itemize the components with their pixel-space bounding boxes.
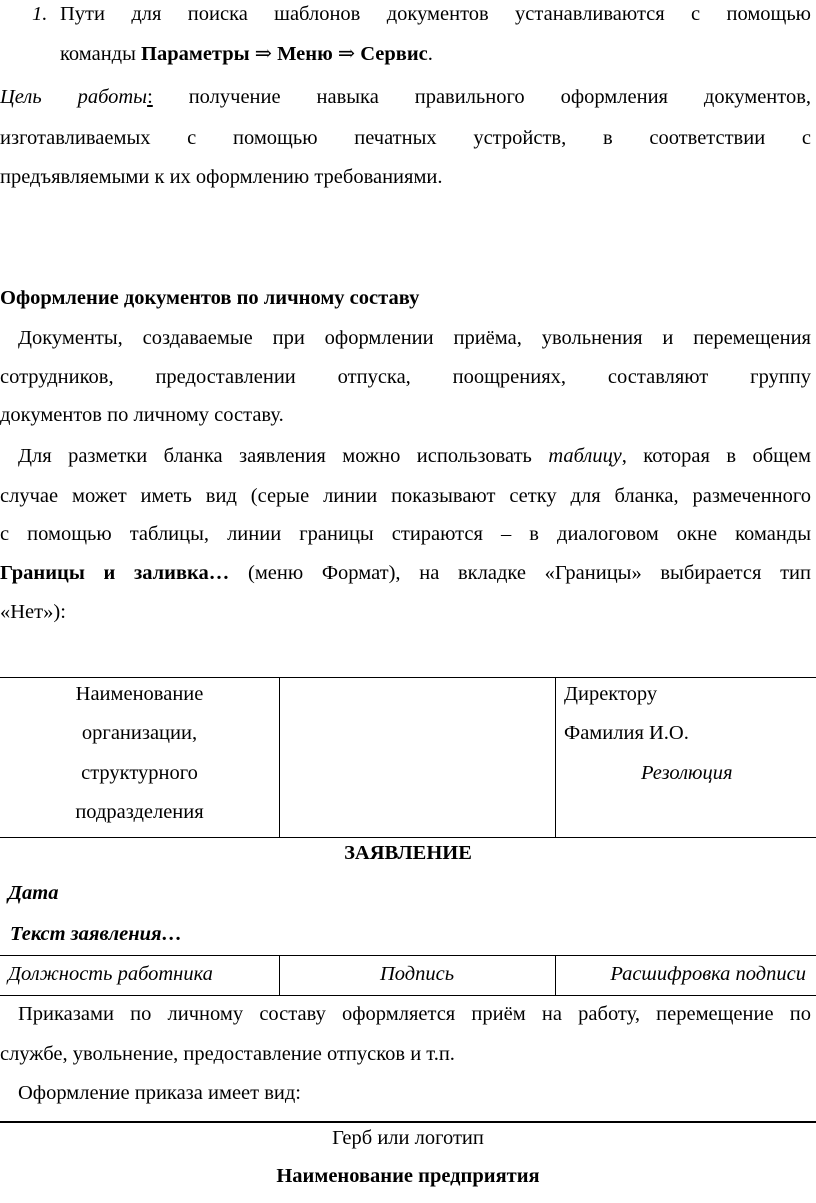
section-p2-italic: таблицу	[548, 445, 622, 467]
goal-text-line1: получение навыка правильного оформления документов,	[152, 86, 812, 108]
menu-menu: Меню	[277, 43, 333, 65]
section-p2-line2: случае может иметь вид (серые линии показывают сетку для бланка, размеченного	[0, 485, 811, 507]
org-line-4: подразделения	[75, 801, 204, 823]
section-p1-line3: документов по личному составу.	[0, 404, 284, 426]
org-line-1: Наименование	[75, 683, 204, 705]
menu-service: Сервис	[360, 43, 428, 65]
addressee-director: Директору	[564, 683, 658, 705]
sign-signature: Подпись	[379, 963, 455, 985]
goal-line3: предъявляемыми к их оформлению требованиями.	[0, 166, 443, 188]
form-top-border	[0, 677, 816, 678]
section-p1-line1: Документы, создаваемые при оформлении приёма, увольнения и перемещения	[18, 327, 811, 349]
org-line-2: организации,	[81, 722, 198, 744]
form-text: Текст заявления…	[10, 923, 183, 945]
goal-colon: :	[147, 86, 153, 108]
form-title: ЗАЯВЛЕНИЕ	[344, 842, 472, 864]
section-heading: Оформление документов по личному составу	[0, 287, 420, 309]
section-p2-line5: «Нет»):	[0, 601, 66, 623]
item1-text-line1: Пути для поиска шаблонов документов устанавливаются с помощью	[60, 3, 811, 25]
section-p2-line1-a: Для разметки бланка заявления можно использовать	[18, 445, 549, 467]
after-p-line2: службе, увольнение, предоставление отпусков и т.п.	[0, 1043, 455, 1065]
borders-command: Границы и заливка…	[0, 562, 230, 584]
sign-transcript: Расшифровка подписи	[610, 963, 806, 985]
goal-line2: изготавливаемых с помощью печатных устройств, в соответствии с	[0, 127, 811, 149]
arrow-icon: ⇒	[337, 43, 356, 65]
org-line-3: структурного	[81, 762, 198, 784]
form-header-bottom-border	[0, 837, 816, 838]
item1-line2-prefix: команды	[60, 43, 142, 65]
form-divider-2	[555, 677, 556, 837]
goal-label: Цель работы	[0, 86, 148, 108]
after-p2: Оформление приказа имеет вид:	[18, 1082, 302, 1104]
order-logo: Герб или логотип	[332, 1127, 484, 1149]
section-p2-line3: с помощью таблицы, линии границы стираются – в диалоговом окне команды	[0, 523, 811, 545]
item1-period: .	[427, 43, 433, 65]
form-divider-1	[279, 677, 280, 837]
resolution: Резолюция	[641, 762, 733, 784]
order-top-border	[0, 1121, 816, 1123]
arrow-icon: ⇒	[254, 43, 272, 65]
section-p2-line1	[18, 442, 811, 470]
form-date: Дата	[8, 882, 59, 904]
menu-params: Параметры	[141, 43, 250, 65]
sign-position: Должность работника	[8, 963, 213, 985]
section-p2-line4	[0, 559, 816, 587]
addressee-name: Фамилия И.О.	[564, 722, 689, 744]
section-p2-line1-b: , которая в общем	[621, 445, 811, 467]
item1-line2	[60, 40, 816, 68]
order-company: Наименование предприятия	[276, 1165, 540, 1187]
after-p-line1: Приказами по личному составу оформляется приём на работу, перемещение по	[18, 1003, 811, 1025]
sign-row-bottom-border	[0, 995, 816, 996]
item1-number: 1.	[32, 3, 48, 25]
section-p1-line2: сотрудников, предоставлении отпуска, поощрениях, составляют группу	[0, 366, 811, 388]
sign-row-top-border	[0, 955, 816, 956]
section-p2-line4-rest: (меню Формат), на вкладке «Границы» выбирается тип	[229, 562, 811, 584]
